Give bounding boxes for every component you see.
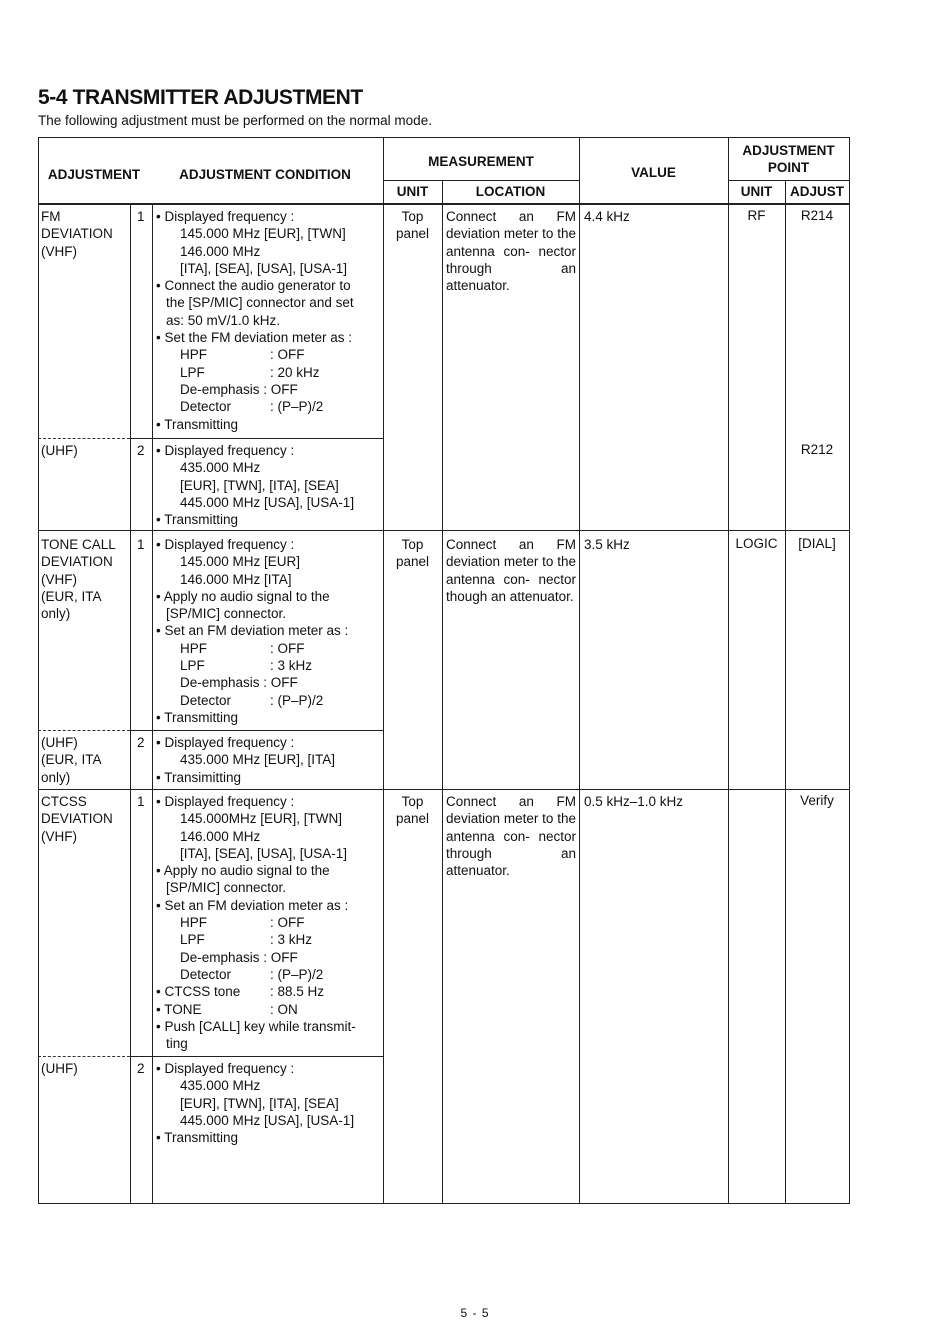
ctcss-adjustment: CTCSS DEVIATION (VHF): [41, 794, 113, 844]
header-adj-point-line1: ADJUSTMENT: [742, 143, 835, 158]
fm-step-1: 1: [137, 209, 145, 224]
fm-ap-adjust-uhf: R212: [800, 442, 834, 457]
page-number: 5 - 5: [460, 1306, 490, 1320]
ctcss-adjustment-uhf: (UHF): [41, 1061, 78, 1076]
header-ap-adjust: ADJUST: [789, 184, 844, 199]
subrow-divider: [130, 438, 383, 439]
tone-condition-2: • Displayed frequency : 435.000 MHz [EUR], [ITA] • Transimitting: [156, 735, 336, 785]
tone-adjustment-uhf: (UHF) (EUR, ITA only): [41, 735, 102, 785]
fm-adjustment-uhf: (UHF): [41, 443, 78, 458]
ctcss-condition-2: • Displayed frequency : 435.000 MHz [EUR], [TWN], [ITA], [SEA] 445.000 MHz [USA], [USA-1] • Transmitting: [156, 1061, 355, 1146]
tone-value: 3.5 kHz: [584, 537, 630, 552]
dashed-divider: [38, 1056, 130, 1057]
column-divider: [785, 180, 786, 1204]
column-divider: [383, 137, 384, 1204]
tone-adjustment: TONE CALL DEVIATION (VHF) (EUR, ITA only): [41, 537, 116, 622]
header-ap-unit: UNIT: [740, 184, 773, 199]
tone-unit: Top panel: [395, 537, 430, 570]
page-title: 5-4 TRANSMITTER ADJUSTMENT: [38, 86, 363, 109]
dashed-divider: [38, 730, 130, 731]
header-adj-point-line2: POINT: [767, 160, 810, 175]
header-measurement: MEASUREMENT: [428, 154, 534, 169]
tone-ap-adjust: [DIAL]: [798, 536, 836, 551]
measurement-divider: [383, 180, 579, 181]
tone-condition-1: • Displayed frequency : 145.000 MHz [EUR] 146.000 MHz [ITA] • Apply no audio signal to the [SP/MIC] connector. • Set an FM deviation meter as : HPF : OFF LPF : 3 kHz De-emphasis : OFF Detector : (P–P)/2 • Transmitting: [156, 537, 349, 725]
dashed-divider: [38, 438, 130, 439]
fm-condition-2: • Displayed frequency : 435.000 MHz [EUR], [TWN], [ITA], [SEA] 445.000 MHz [USA], [USA-1] • Transmitting: [156, 443, 355, 528]
fm-condition-1: • Displayed frequency : 145.000 MHz [EUR], [TWN] 146.000 MHz [ITA], [SEA], [USA], [USA-1] • Connect the audio generator to the [SP/MIC] connector and set as: 50 mV/1.0 kHz. • Set the FM deviation meter as : HPF : OFF LPF : 20 kHz De-emphasis : OFF Detector : (P–P)/2 • Transmitting: [156, 209, 354, 432]
column-divider: [442, 180, 443, 1204]
ctcss-ap-adjust: Verify: [800, 793, 834, 808]
fm-value: 4.4 kHz: [584, 209, 630, 224]
page-subtitle: The following adjustment must be performed on the normal mode.: [38, 113, 432, 128]
fm-unit: Top panel: [395, 209, 430, 242]
ctcss-value: 0.5 kHz–1.0 kHz: [584, 794, 684, 809]
subrow-divider: [130, 1056, 383, 1057]
table-border-left: [38, 137, 39, 1204]
adj-point-divider: [728, 180, 850, 181]
tone-ap-unit: LOGIC: [735, 536, 778, 551]
tone-location: Connect an FM deviation meter to the antenna con- nector though an attenuator.: [446, 537, 576, 604]
ctcss-location: Connect an FM deviation meter to the antenna con- nector through an attenuator.: [446, 794, 576, 879]
tone-step-2: 2: [137, 735, 145, 750]
header-unit: UNIT: [396, 184, 429, 199]
ctcss-step-1: 1: [137, 794, 145, 809]
fm-step-2: 2: [137, 443, 145, 458]
header-condition: ADJUSTMENT CONDITION: [179, 167, 351, 182]
column-divider: [130, 204, 131, 1204]
fm-ap-unit: RF: [747, 208, 766, 223]
tone-step-1: 1: [137, 537, 145, 552]
header-location: LOCATION: [475, 184, 546, 199]
fm-ap-adjust-vhf: R214: [800, 208, 834, 223]
ctcss-step-2: 2: [137, 1061, 145, 1076]
table-border-right: [849, 137, 850, 1204]
fm-location: Connect an FM deviation meter to the antenna con- nector through an attenuator.: [446, 209, 576, 294]
fm-adjustment: FM DEVIATION (VHF): [41, 209, 113, 259]
subrow-divider: [130, 730, 383, 731]
ctcss-condition-1: • Displayed frequency : 145.000MHz [EUR], [TWN] 146.000 MHz [ITA], [SEA], [USA], [USA-1] • Apply no audio signal to the [SP/MIC] connector. • Set an FM deviation meter as : HPF : OFF LPF : 3 kHz De-emphasis : OFF Detector : (P–P)/2 • CTCSS tone : 88.5 Hz • TONE : ON • Push [CALL] key while transmit- ting: [156, 794, 356, 1052]
column-divider: [579, 137, 580, 1204]
column-divider: [728, 137, 729, 1204]
header-adjustment: ADJUSTMENT: [47, 167, 141, 182]
ctcss-unit: Top panel: [395, 794, 430, 827]
header-value: VALUE: [631, 165, 676, 180]
